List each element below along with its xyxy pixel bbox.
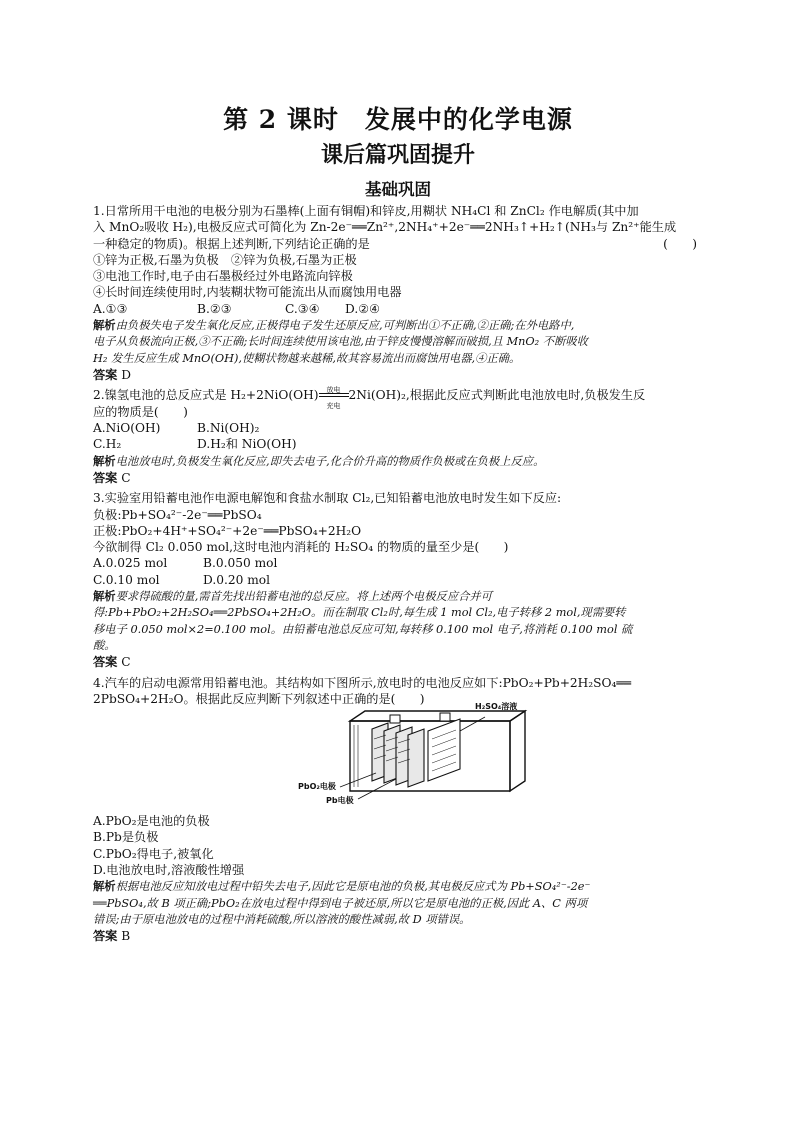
q2-choice-d: D.H₂和 NiO(OH) [197, 437, 297, 452]
q3-analysis-line3: 移电子 0.050 mol×2=0.100 mol。由铅蓄电池总反应可知,每转移 0.100 mol 电子,将消耗 0.100 mol 硫 [93, 622, 633, 636]
q2-stem-line1 [93, 385, 703, 410]
q1-statement-3: ④长时间连续使用时,内装糊状物可能流出从而腐蚀用电器 [93, 285, 402, 300]
question-4 [93, 675, 703, 945]
q2-stem-part2: 2Ni(OH)₂,根据此反应式判断此电池放电时,负极发生反 [348, 388, 646, 403]
answer-label: 答案 [93, 367, 118, 382]
q4-choice-d: D.电池放电时,溶液酸性增强 [93, 863, 245, 877]
q1-choice-c: C.③④ [285, 301, 320, 316]
q2-stem-part1: 2.镍氢电池的总反应式是 H₂+2NiO(OH) [93, 388, 319, 403]
answer-label: 答案 [93, 929, 118, 944]
q2-analysis-text: 电池放电时,负极发生氧化反应,即失去电子,化合价升高的物质作负极或在负极上反应。 [115, 454, 545, 468]
q1-analysis-line2: 电子从负极流向正极,③不正确;长时间连续使用该电池,由于锌皮慢慢溶解而破损,且 MnO₂ 不断吸收 [93, 335, 588, 349]
q2-analysis [93, 453, 703, 470]
label-sulfuric-acid: H₂SO₄溶液 [475, 702, 518, 712]
q2-stem-line2: 应的物质是( ) [93, 404, 188, 419]
q1-statement-1: ①锌为正极,石墨为负极 ②锌为负极,石墨为正极 [93, 252, 357, 267]
analysis-label: 解析 [93, 318, 116, 333]
q1-choice-d: D.②④ [345, 301, 381, 316]
q1-answer-paren: ( ) [663, 236, 697, 251]
q1-stem-line3: 一种稳定的物质)。根据上述判断,下列结论正确的是 [93, 236, 370, 251]
q4-analysis-line2: ══PbSO₄,故 B 项正确;PbO₂在放电过程中得到电子被还原,所以它是原电池的正极,因此 A、C 两项 [93, 896, 588, 910]
q4-stem-line2: 2PbSO₄+2H₂O。根据此反应判断下列叙述中正确的是( ) [93, 691, 425, 706]
q4-analysis-text1: 根据电池反应知放电过程中铅失去电子,因此它是原电池的负极,其电极反应式为 Pb+SO₄²⁻-2e⁻ [115, 880, 591, 894]
q3-analysis-line1 [93, 588, 703, 605]
q4-analysis-line3: 错误;由于原电池放电的过程中消耗硫酸,所以溶液的酸性减弱,故 D 项错误。 [93, 912, 471, 926]
section-heading: 基础巩固 [365, 180, 431, 199]
q4-choice-a: A.PbO₂是电池的负极 [93, 814, 210, 829]
q3-choice-b: B.0.050 mol [203, 556, 278, 571]
q1-analysis-line3: H₂ 发生反应生成 MnO(OH),使糊状物越来越稀,故其容易流出而腐蚀用电器,④正确。 [93, 351, 521, 365]
q3-answer [93, 654, 703, 670]
analysis-label: 解析 [93, 453, 116, 468]
q1-stem-line1: 1.日常所用干电池的电极分别为石墨棒(上面有铜帽)和锌皮,用糊状 NH₄Cl 和 ZnCl₂ 作电解质(其中加 [93, 204, 639, 218]
q2-answer-value: C [121, 470, 131, 485]
analysis-label: 解析 [93, 879, 116, 894]
q3-stem-line1: 3.实验室用铅蓄电池作电源电解饱和食盐水制取 Cl₂,已知铅蓄电池放电时发生如下反应: [93, 491, 562, 506]
label-pbo2-electrode: PbO₂电极 [298, 782, 336, 792]
q3-choice-d: D.0.20 mol [203, 572, 271, 587]
q3-negative-electrode: 负极:Pb+SO₄²⁻-2e⁻══PbSO₄ [93, 507, 262, 522]
reversible-arrow [319, 385, 349, 410]
q4-choice-c: C.PbO₂得电子,被氧化 [93, 846, 214, 861]
answer-label: 答案 [93, 655, 118, 670]
q3-analysis-line4: 酸。 [93, 638, 116, 652]
question-3 [93, 490, 703, 670]
document-page [93, 96, 703, 944]
q1-analysis-line1 [93, 317, 703, 334]
q4-stem-line1: 4.汽车的启动电源常用铅蓄电池。其结构如下图所示,放电时的电池反应如下:PbO₂+Pb+2H₂SO₄══ [93, 675, 632, 690]
answer-label: 答案 [93, 470, 118, 485]
q2-choice-b: B.Ni(OH)₂ [197, 421, 260, 436]
q1-choice-a: A.①③ [93, 301, 128, 316]
q3-choices-row1 [93, 555, 703, 571]
q4-answer [93, 928, 703, 944]
q2-choices-row2 [93, 436, 703, 452]
q1-statement-2: ③电池工作时,电子由石墨极经过外电路流向锌极 [93, 269, 353, 284]
q1-answer [93, 367, 703, 383]
q1-analysis-text1: 由负极失电子发生氧化反应,正极得电子发生还原反应,可判断出①不正确,②正确;在外电路中, [115, 319, 575, 333]
q1-answer-value: D [121, 367, 132, 382]
q3-analysis-line2: 得:Pb+PbO₂+2H₂SO₄══2PbSO₄+2H₂O。而在制取 Cl₂时,每生成 1 mol Cl₂,电子转移 2 mol,现需要转 [93, 606, 626, 620]
q2-choice-c: C.H₂ [93, 437, 122, 452]
question-1 [93, 203, 703, 383]
q1-choice-b: B.②③ [197, 301, 232, 316]
q3-positive-electrode: 正极:PbO₂+4H⁺+SO₄²⁻+2e⁻══PbSO₄+2H₂O [93, 523, 362, 538]
lesson-title: 第 2 课时 发展中的化学电源 [223, 105, 573, 134]
q3-choice-c: C.0.10 mol [93, 572, 160, 587]
q4-choice-b: B.Pb是负极 [93, 830, 159, 845]
q3-analysis-text1: 要求得硫酸的量,需首先找出铅蓄电池的总反应。将上述两个电极反应合并可 [115, 590, 493, 604]
analysis-label: 解析 [93, 589, 116, 604]
arrow-label-charge: 充电 [326, 401, 341, 410]
arrow-label-discharge: 放电 [326, 385, 341, 394]
q1-stem-line3-row [93, 236, 703, 252]
q2-choice-a: A.NiO(OH) [93, 421, 161, 436]
q3-choices-row2 [93, 572, 703, 588]
q1-choices [93, 301, 703, 317]
question-2 [93, 387, 703, 486]
q1-stem-line2: 入 MnO₂吸收 H₂),电极反应式可简化为 Zn-2e⁻══Zn²⁺,2NH₄⁺+2e⁻══2NH₃↑+H₂↑(NH₃与 Zn²⁺能生成 [93, 220, 677, 235]
q3-choice-a: A.0.025 mol [93, 556, 168, 571]
lesson-subtitle: 课后篇巩固提升 [320, 142, 475, 168]
battery-diagram [310, 709, 540, 809]
q2-choices-row1 [93, 420, 703, 436]
lead-acid-battery-figure [298, 702, 540, 809]
q3-answer-value: C [121, 655, 131, 670]
label-pb-electrode: Pb电极 [326, 796, 354, 806]
q4-answer-value: B [121, 929, 131, 944]
q4-analysis-line1 [93, 878, 703, 895]
q3-stem-line4: 今欲制得 Cl₂ 0.050 mol,这时电池内消耗的 H₂SO₄ 的物质的量至少是( ) [93, 540, 509, 555]
q2-answer [93, 470, 703, 486]
